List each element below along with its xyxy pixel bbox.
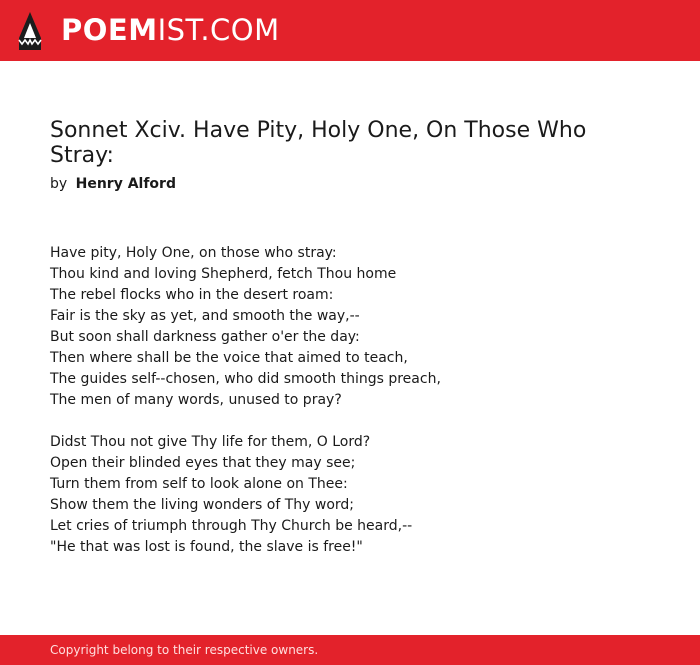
byline (50, 175, 176, 193)
poem-line: The rebel flocks who in the desert roam: (50, 287, 334, 303)
poem-line: The guides self--chosen, who did smooth things preach, (50, 371, 441, 387)
poem-line: But soon shall darkness gather o'er the day: (50, 329, 360, 345)
site-logo[interactable] (61, 13, 280, 47)
poem-line: Let cries of triumph through Thy Church be heard,-- (50, 518, 413, 534)
poem-line: "He that was lost is found, the slave is free!" (50, 539, 363, 555)
copyright-text: Copyright belong to their respective owners. (50, 643, 319, 657)
poem-body (50, 243, 650, 558)
poem-line: Turn them from self to look alone on Thee: (50, 476, 348, 492)
pen-nib-icon[interactable] (17, 10, 43, 52)
logo-light-text: IST.COM (157, 13, 280, 47)
site-header (0, 0, 700, 61)
poem-line: Show them the living wonders of Thy word; (50, 497, 355, 513)
poem-line: The men of many words, unused to pray? (50, 392, 342, 408)
poem-line: Fair is the sky as yet, and smooth the way,-- (50, 308, 360, 324)
poem-line: Thou kind and loving Shepherd, fetch Thou home (50, 266, 397, 282)
stanza (50, 243, 650, 411)
poem-line: Open their blinded eyes that they may see; (50, 455, 356, 471)
poem-line: Have pity, Holy One, on those who stray: (50, 245, 337, 261)
stanza-break (50, 411, 650, 432)
author-link[interactable]: Henry Alford (75, 176, 176, 192)
by-label: by (50, 176, 68, 192)
stanza (50, 432, 650, 558)
site-footer (0, 635, 700, 665)
poem-line: Then where shall be the voice that aimed to teach, (50, 350, 408, 366)
poem-title: Sonnet Xciv. Have Pity, Holy One, On Those Who Stray: (50, 118, 587, 168)
poem-line: Didst Thou not give Thy life for them, O Lord? (50, 434, 371, 450)
logo-bold-text: POEM (61, 13, 158, 47)
